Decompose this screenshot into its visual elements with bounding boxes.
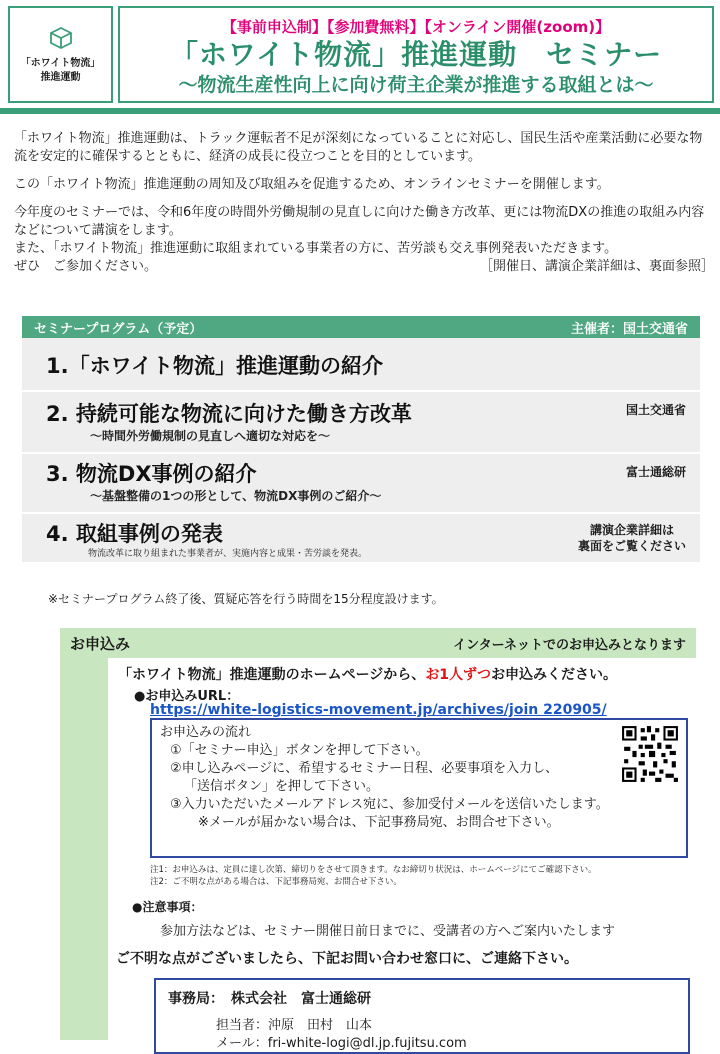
program-header bbox=[22, 316, 700, 338]
program-item-title: 1.「ホワイト物流」推進運動の紹介 bbox=[46, 354, 383, 378]
intro-section bbox=[14, 130, 714, 276]
contact-email[interactable]: メール：fri-white-logi@dl.jp.fujitsu.com bbox=[216, 1036, 467, 1051]
program-heading: セミナープログラム（予定） bbox=[34, 321, 203, 337]
program-item-subtitle: ～基盤整備の1つの形として、物流DX事例のご紹介～ bbox=[90, 489, 382, 503]
note-2: 注2：ご不明な点がある場合は、下記事務局宛、お問合せ下さい。 bbox=[150, 877, 402, 887]
flow-heading: お申込みの流れ bbox=[160, 725, 252, 740]
inquiry-text: ご不明な点がございましたら、下記お問い合わせ窓口に、ご連絡下さい。 bbox=[116, 951, 578, 967]
instruction-text: 「ホワイト物流」推進運動のホームページから、 bbox=[118, 667, 426, 683]
program-divider bbox=[22, 452, 700, 454]
application-url-link[interactable]: https://white-logistics-movement.jp/archives/join 220905/ bbox=[150, 702, 607, 718]
program-panel bbox=[22, 338, 700, 562]
program-item-1 bbox=[46, 352, 686, 380]
intro-paragraph-1: 「ホワイト物流」推進運動は、トラック運転者不足が深刻になっていることに対応し、国民生活や産業活動に必要な物流を安定的に確保するとともに、経済の成長に役立つことを目的としています。 bbox=[14, 131, 703, 164]
intro-paragraph-3: 今年度のセミナーでは、令和6年度の時間外労働規制の見直しに向けた働き方改革、更には物流DXの推進の取組み内容などについて講演をします。 bbox=[14, 205, 705, 238]
application-header bbox=[60, 628, 696, 658]
application-title: お申込み bbox=[70, 634, 131, 653]
note-1: 注1：お申込みは、定員に達し次第、締切りをさせて頂きます。なお締切り状況は、ホームページにてご確認下さい。 bbox=[150, 865, 597, 875]
contact-box bbox=[154, 978, 690, 1054]
office-name: 事務局： 株式会社 富士通総研 bbox=[168, 991, 371, 1007]
program-item-speaker: 富士通総研 bbox=[625, 465, 686, 479]
contact-persons: 担当者：沖原 田村 山本 bbox=[216, 1018, 373, 1033]
event-tags: 【事前申込制】【参加費無料】【オンライン開催(zoom)】 bbox=[221, 18, 611, 36]
flow-step-3: ③入力いただいたメールアドレス宛に、参加受付メールを送信いたします。 bbox=[170, 797, 609, 812]
application-section bbox=[60, 628, 696, 1051]
program-item-speaker: 国土交通省 bbox=[625, 403, 686, 417]
speaker-detail-line1: 講演企業詳細は bbox=[589, 523, 674, 537]
logo-text-line2: 推進運動 bbox=[40, 71, 81, 83]
logo-text-line1: 「ホワイト物流」 bbox=[20, 57, 101, 69]
intro-closing-row bbox=[14, 258, 714, 276]
intro-invite: ぜひ ご参加ください。 bbox=[14, 259, 158, 274]
url-label: ●お申込みURL： bbox=[134, 689, 240, 704]
header-divider bbox=[0, 108, 720, 114]
flow-step-3-note: ※メールが届かない場合は、下記事務局宛、お問合せ下さい。 bbox=[198, 815, 560, 830]
program-item-speaker bbox=[578, 522, 686, 554]
program-divider bbox=[22, 512, 700, 514]
page-title: 「ホワイト物流」推進運動 セミナー bbox=[169, 38, 663, 71]
program-item-title: 2. 持続可能な物流に向けた働き方改革 bbox=[46, 402, 412, 426]
flow-step-2: ②申し込みページに、希望するセミナー日程、必要事項を入力し、 bbox=[170, 761, 559, 776]
caution-label: ●注意事項： bbox=[132, 900, 203, 914]
application-instruction bbox=[118, 664, 617, 684]
program-item-3 bbox=[46, 460, 686, 504]
qr-code-icon[interactable] bbox=[620, 724, 680, 784]
program-item-subtitle: ～時間外労働規制の見直しへ適切な対応を～ bbox=[90, 429, 331, 443]
application-body bbox=[108, 658, 696, 1051]
page-subtitle: ～物流生産性向上に向け荷主企業が推進する取組とは～ bbox=[178, 74, 654, 96]
speaker-detail-line2: 裏面をご覧ください bbox=[577, 539, 686, 553]
title-box bbox=[118, 6, 714, 103]
application-notes bbox=[150, 864, 597, 888]
program-item-note: 物流改革に取り組まれた事業者が、実施内容と成果・苦労談を発表。 bbox=[88, 549, 368, 559]
program-item-title: 3. 物流DX事例の紹介 bbox=[46, 462, 257, 486]
program-item-title: 4. 取組事例の発表 bbox=[46, 522, 223, 546]
one-person-highlight: お1人ずつ bbox=[425, 667, 492, 683]
application-method: インターネットでのお申込みとなります bbox=[453, 637, 686, 653]
application-flow-box bbox=[150, 718, 688, 858]
flow-step-2-cont: 「送信ボタン」を押して下さい。 bbox=[184, 779, 380, 794]
program-organizer: 主催者：国土交通省 bbox=[570, 321, 688, 337]
intro-paragraph-4: また、「ホワイト物流」推進運動に取組まれている事業者の方に、苦労談も交え事例発表いただきます。 bbox=[14, 241, 618, 256]
logo bbox=[8, 6, 113, 103]
intro-reference: ［開催日、講演企業詳細は、裏面参照］ bbox=[479, 259, 714, 274]
intro-paragraph-2: この「ホワイト物流」推進運動の周知及び取組みを促進するため、オンラインセミナーを開催します。 bbox=[14, 177, 610, 192]
program-footnote: ※セミナープログラム終了後、質疑応答を行う時間を15分程度設けます。 bbox=[48, 592, 444, 606]
program-divider bbox=[22, 390, 700, 392]
box-icon bbox=[48, 25, 74, 51]
caution-text: 参加方法などは、セミナー開催日前日までに、受講者の方へご案内いたします bbox=[160, 924, 616, 939]
program-item-2 bbox=[46, 400, 686, 444]
instruction-text-end: お申込みください。 bbox=[491, 667, 618, 683]
flow-step-1: ①「セミナー申込」ボタンを押して下さい。 bbox=[170, 743, 429, 758]
